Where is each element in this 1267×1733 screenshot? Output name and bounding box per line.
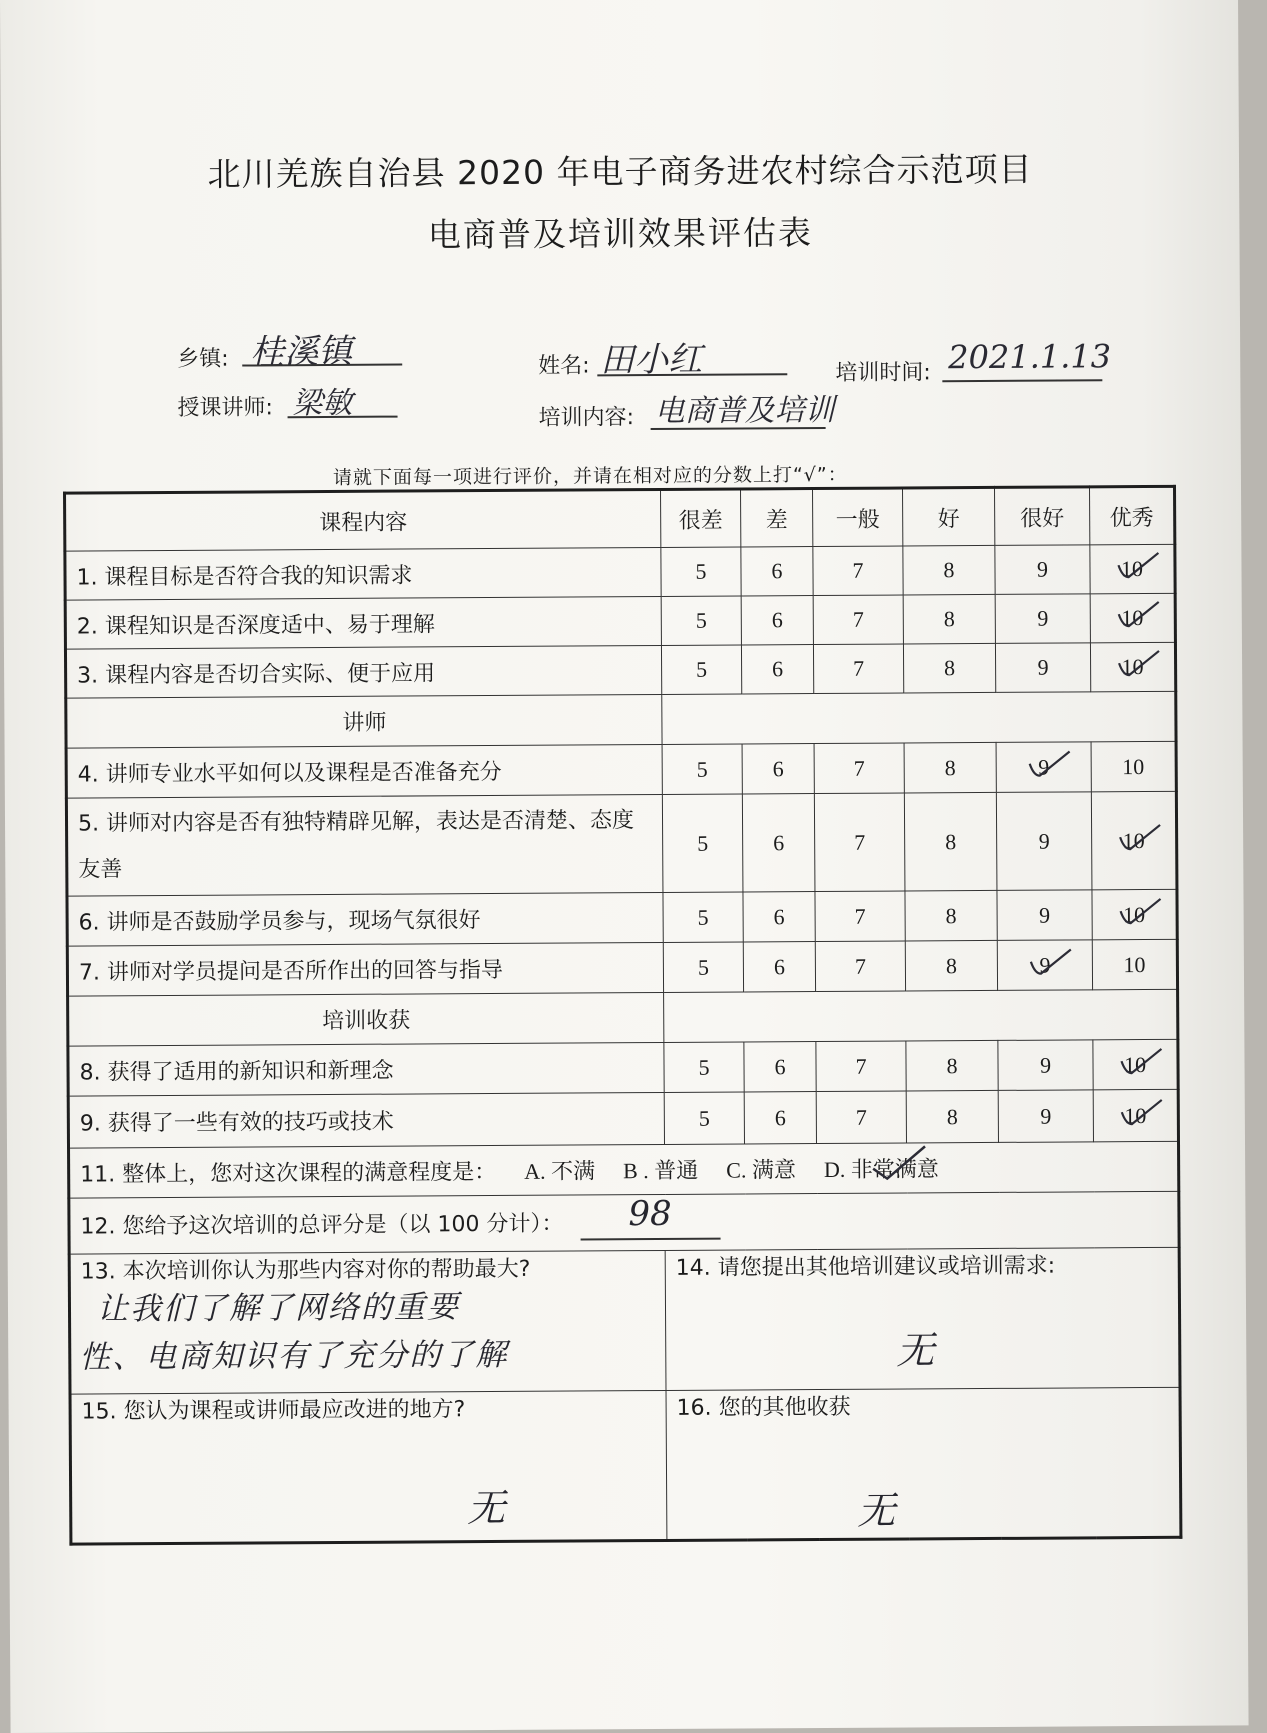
score-cell[interactable]: 10 xyxy=(1093,1039,1178,1090)
score-cell[interactable]: 8 xyxy=(904,792,997,891)
score-cell[interactable]: 10 xyxy=(1090,642,1175,692)
q13-cell xyxy=(69,1250,666,1394)
score-cell[interactable]: 7 xyxy=(816,1091,906,1144)
section-title-gains: 培训收获 xyxy=(68,992,664,1046)
score-cell[interactable]: 9 xyxy=(995,643,1090,693)
table-row xyxy=(65,642,1175,698)
q15-answer: 无 xyxy=(467,1485,506,1531)
section-empty-cell xyxy=(662,691,1176,744)
score-cell[interactable]: 7 xyxy=(813,595,903,645)
check-mark-icon xyxy=(1026,749,1074,779)
score-cell[interactable]: 7 xyxy=(814,743,904,794)
section-empty-cell xyxy=(664,989,1178,1042)
score-cell[interactable]: 5 xyxy=(663,942,743,992)
score-cell[interactable]: 7 xyxy=(816,1041,906,1092)
table-row xyxy=(66,791,1177,896)
score-cell[interactable]: 6 xyxy=(742,744,814,794)
table-row xyxy=(65,593,1175,649)
town-label: 乡镇: xyxy=(177,346,229,372)
table-header-row xyxy=(65,486,1175,551)
score-cell[interactable]: 9 xyxy=(998,1040,1093,1091)
question-text: 2. 课程知识是否深度适中、易于理解 xyxy=(65,596,661,649)
check-mark-icon xyxy=(1114,649,1162,679)
rating-header-poor: 差 xyxy=(741,489,813,547)
score-cell[interactable]: 8 xyxy=(903,643,995,693)
q14-answer: 无 xyxy=(896,1328,935,1373)
training-content-value: 电商普及培训 xyxy=(654,392,835,430)
q15-cell xyxy=(70,1390,667,1544)
score-cell[interactable]: 10 xyxy=(1092,939,1177,990)
training-content-label: 培训内容: xyxy=(538,405,635,431)
score-cell[interactable]: 9 xyxy=(996,792,1092,891)
score-cell[interactable]: 6 xyxy=(743,892,815,942)
score-cell[interactable]: 7 xyxy=(813,644,903,694)
q13-text: 13. 本次培训你认为那些内容对你的帮助最大? xyxy=(80,1256,531,1285)
score-cell[interactable]: 8 xyxy=(905,940,997,991)
table-row xyxy=(68,1089,1178,1148)
score-cell[interactable]: 10 xyxy=(1091,791,1177,890)
score-cell[interactable]: 10 xyxy=(1090,593,1175,643)
q12-answer-field[interactable] xyxy=(580,1193,720,1240)
rating-header-average: 一般 xyxy=(812,488,902,547)
table-row xyxy=(66,741,1176,798)
q16-answer: 无 xyxy=(857,1488,896,1533)
score-cell[interactable]: 10 xyxy=(1093,1089,1178,1142)
check-mark-icon xyxy=(1116,822,1164,852)
score-cell[interactable]: 9 xyxy=(997,940,1092,991)
table-row xyxy=(65,544,1175,600)
section-row-lecturer xyxy=(66,691,1176,748)
q11-option-c[interactable]: C. 满意 xyxy=(726,1157,796,1183)
rating-header-excellent: 优秀 xyxy=(1089,486,1174,545)
q16-text: 16. 您的其他收获 xyxy=(676,1394,851,1421)
training-time-label: 培训时间: xyxy=(835,360,931,386)
q12-cell xyxy=(69,1191,1179,1254)
rating-header-good: 好 xyxy=(902,487,994,546)
check-mark-icon xyxy=(1116,896,1164,926)
score-cell[interactable]: 6 xyxy=(743,942,815,992)
q15-q16-row xyxy=(70,1387,1181,1544)
score-cell[interactable]: 5 xyxy=(661,547,741,596)
table-row xyxy=(68,1039,1178,1096)
table-row xyxy=(67,939,1177,996)
score-cell[interactable]: 5 xyxy=(664,1092,744,1144)
score-cell[interactable]: 5 xyxy=(661,645,741,694)
score-cell[interactable]: 9 xyxy=(998,1090,1093,1143)
question-text: 8. 获得了适用的新知识和新理念 xyxy=(68,1042,664,1096)
check-mark-icon xyxy=(1117,1097,1165,1127)
score-cell[interactable]: 6 xyxy=(741,596,813,645)
q13-q14-row xyxy=(69,1247,1180,1394)
question-text: 9. 获得了一些有效的技巧或技术 xyxy=(68,1092,664,1148)
name-label: 姓名: xyxy=(538,353,590,379)
score-cell[interactable]: 7 xyxy=(815,891,905,942)
score-cell[interactable]: 8 xyxy=(903,545,995,595)
q14-text: 14. 请您提出其他培训建议或培训需求: xyxy=(675,1253,1056,1281)
course-content-header: 课程内容 xyxy=(65,489,661,551)
form-title: 电商普及培训效果评估表 xyxy=(427,213,814,255)
score-cell[interactable]: 7 xyxy=(814,793,905,892)
table-row xyxy=(67,889,1177,946)
score-cell[interactable]: 9 xyxy=(996,742,1091,793)
q11-option-d[interactable] xyxy=(824,1156,939,1182)
rating-header-very-good: 很好 xyxy=(994,487,1089,546)
q13-answer-line2: 性、电商知识有了充分的了解 xyxy=(79,1336,509,1376)
section-title-lecturer: 讲师 xyxy=(66,694,662,748)
town-value: 桂溪镇 xyxy=(250,331,353,373)
score-cell[interactable]: 6 xyxy=(744,1042,816,1092)
q16-cell xyxy=(666,1387,1181,1540)
score-cell[interactable]: 7 xyxy=(813,546,903,596)
score-cell[interactable]: 6 xyxy=(742,794,815,892)
name-value: 田小红 xyxy=(600,339,703,381)
check-mark-icon xyxy=(1117,1046,1165,1076)
question-text: 3. 课程内容是否切合实际、便于应用 xyxy=(65,645,661,698)
score-cell[interactable]: 9 xyxy=(997,890,1092,941)
question-text: 6. 讲师是否鼓励学员参与，现场气氛很好 xyxy=(67,892,663,946)
score-cell[interactable]: 5 xyxy=(662,744,742,794)
q11-option-b[interactable]: B . 普通 xyxy=(622,1157,699,1184)
score-cell[interactable]: 8 xyxy=(906,1040,998,1091)
q11-option-a[interactable]: A. 不满 xyxy=(524,1158,596,1184)
score-cell[interactable]: 8 xyxy=(903,594,995,644)
q12-text: 12. 您给予这次培训的总评分是（以 100 分计）： xyxy=(80,1211,564,1240)
lecturer-value: 梁敏 xyxy=(292,385,353,422)
q11-option-d-label: D. 非常满意 xyxy=(823,1156,939,1182)
score-cell[interactable]: 6 xyxy=(741,547,813,596)
score-cell[interactable]: 8 xyxy=(906,1090,998,1143)
q14-cell xyxy=(665,1247,1180,1390)
q11-cell xyxy=(69,1141,1179,1198)
score-cell[interactable]: 6 xyxy=(741,645,813,694)
score-cell[interactable]: 5 xyxy=(664,1042,744,1092)
check-mark-icon xyxy=(1114,600,1162,630)
question-text: 4. 讲师专业水平如何以及课程是否准备充分 xyxy=(66,744,662,798)
score-cell[interactable]: 6 xyxy=(744,1092,816,1144)
lecturer-label: 授课讲师: xyxy=(177,395,273,421)
question-text: 7. 讲师对学员提问是否所作出的回答与指导 xyxy=(67,942,663,996)
score-cell[interactable]: 8 xyxy=(905,890,997,941)
check-mark-icon xyxy=(1114,551,1162,581)
q13-answer-line1: 让我们了解了网络的重要 xyxy=(96,1289,461,1328)
score-cell[interactable]: 5 xyxy=(662,794,743,892)
check-mark-icon xyxy=(869,1144,929,1184)
score-cell[interactable]: 10 xyxy=(1091,741,1176,792)
score-cell[interactable]: 10 xyxy=(1090,544,1175,594)
form-title-project: 北川羌族自治县 2020 年电子商务进农村综合示范项目 xyxy=(207,149,1033,194)
score-cell[interactable]: 7 xyxy=(815,941,905,992)
section-row-gains xyxy=(68,989,1178,1046)
score-cell[interactable]: 8 xyxy=(904,742,996,793)
score-cell[interactable]: 10 xyxy=(1092,889,1177,940)
score-cell[interactable]: 5 xyxy=(663,892,743,942)
q12-row xyxy=(69,1191,1179,1254)
score-cell[interactable]: 9 xyxy=(995,545,1090,595)
check-mark-icon xyxy=(1027,947,1075,977)
training-time-value: 2021.1.13 xyxy=(948,337,1112,377)
q12-answer: 98 xyxy=(628,1193,672,1234)
rating-header-very-poor: 很差 xyxy=(661,489,741,547)
training-content-underline xyxy=(651,427,826,430)
score-cell[interactable]: 5 xyxy=(661,596,741,645)
rating-instruction: 请就下面每一项进行评价，并请在相对应的分数上打“√”： xyxy=(332,463,848,489)
score-cell[interactable]: 9 xyxy=(995,594,1090,644)
training-time-underline xyxy=(942,379,1102,382)
q15-text: 15. 您认为课程或讲师最应改进的地方? xyxy=(81,1397,466,1425)
evaluation-table xyxy=(63,485,1182,1546)
q11-row xyxy=(69,1141,1179,1198)
question-text: 1. 课程目标是否符合我的知识需求 xyxy=(65,547,661,600)
q11-text: 11. 整体上，您对这次课程的满意程度是： xyxy=(80,1159,497,1188)
lecturer-underline xyxy=(288,416,398,419)
question-text: 5. 讲师对内容是否有独特精辟见解，表达是否清楚、态度友善 xyxy=(66,794,663,896)
